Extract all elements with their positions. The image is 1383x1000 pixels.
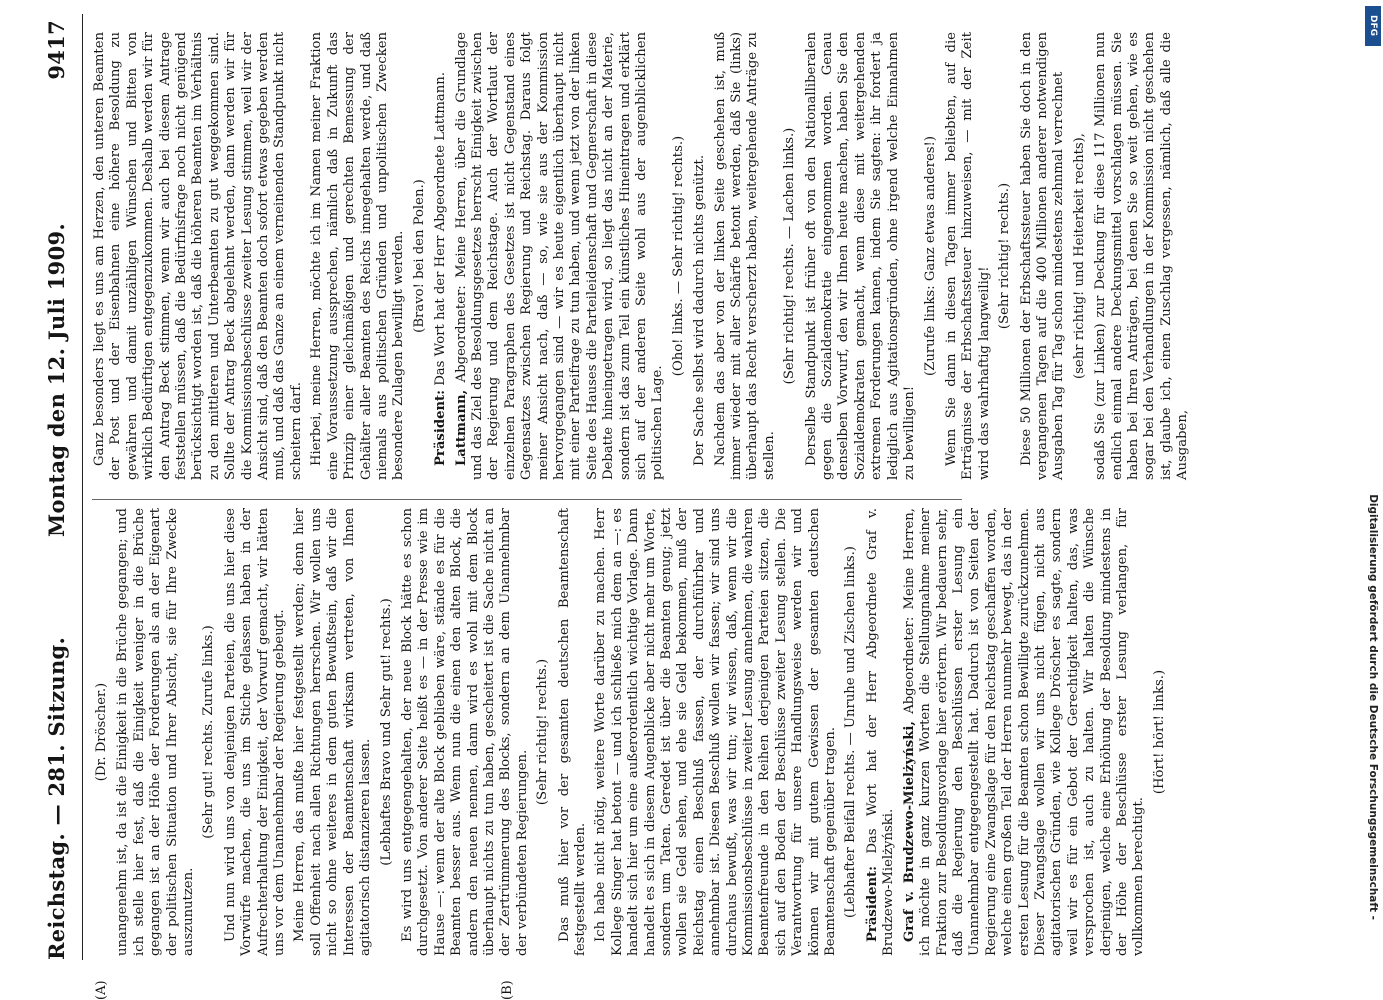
speaker-turn — [865, 508, 898, 956]
right-column — [92, 32, 1196, 480]
paragraph: Diese 50 Millionen der Erbschaftssteuer haben Sie doch in den vergangenen Tagen auf die 400 Millionen anderer notwendigen Ausgaben Tag für Tag schon mindestens zehnmal verrechnet — [1018, 32, 1067, 480]
paragraph: Der Sache selbst wird dadurch nichts genützt. — [692, 154, 708, 466]
interjection: (Zurufe links: Ganz etwas anderes!) — [922, 136, 938, 376]
interjection: (Sehr richtig! rechts.) — [997, 182, 1013, 330]
interjection: (Sehr richtig! rechts.) — [535, 658, 551, 806]
speaker-label: Lattmann, — [453, 389, 469, 466]
document-page — [30, 0, 1340, 1000]
paragraph: unangenehm ist, da ist die Einigkeit in die Brüche gegangen; und ich stelle hier fest, daß die Einigkeit weniger in die Brüche gegangen ist an der Höhe der Forderungen als an der Eigenart der politischen Situation und Ihrer Absicht, sie für Ihre Zwecke auszunutzen. — [115, 508, 197, 956]
paragraph: Das muß hier vor der gesamten deutschen Beamtenschaft festgestellt werden. — [556, 508, 588, 956]
paragraph: Nachdem das aber von der linken Seite geschehen ist, muß immer wieder mit aller Schärfe betont werden, daß Sie (links) überhaupt das Recht verscherzt haben, weitergehende Anträge zu stellen. — [712, 32, 777, 480]
credit-text: Digitalisierung gefördert durch die Deutsche Forschungsgemeinschaft - — [1367, 494, 1379, 920]
paragraph: Ich habe nicht nötig, weitere Worte darüber zu machen. Herr Kollege Singer hat betont — und ich schließe mich dem an —: es handelt sich hier um eine außerordentlich wichtige Vorlage. Dann handelt es sich in diesem Augenblicke aber nicht mehr um Worte, sondern um Taten. Geredet ist über die Beamten genug; jetzt wollen sie Geld sehen, und ehe sie Geld bekommen, muß der Reichstag einen Beschluß fassen, der durchführbar und annehmbar ist. Diesen Beschluß wollen wir fassen; wir sind uns durchaus bewußt, was wir tun; wir wissen, daß, wenn wir die Kommissionsbeschlüsse in zweiter Lesung annehmen, die wahren Beamtenfreunde in den Reihen derjenigen Parteien sitzen, die sich auf den Boden der Beschlüsse zweiter Lesung stellen. Die Verantwortung für unsere Handlungsweise werden wir und können wir mit gutem Gewissen der gesamten deutschen Beamtenschaft gegenüber tragen. — [593, 508, 839, 956]
paragraph: Das Wort hat der Herr Abgeordnete Graf v. Brudzewo-Mielżyński. — [864, 508, 897, 956]
interjection: (sehr richtig! und Heiterkeit rechts), — [1071, 133, 1087, 380]
paragraph: Wenn Sie dann in diesen Tagen immer beliebten, auf die Erträgnisse der Erbschaftssteuer hinzuweisen, — mit der Zeit wird das wahrhaftig langweilig! — [943, 32, 992, 480]
dfg-logo: DFG — [1365, 6, 1381, 46]
paragraph: Derselbe Standpunkt ist früher oft von den Nationalliberalen gegen die Sozialdemokratie eingenommen worden. Genau denselben Vorwurf, den wir Ihnen heute machen, haben Sie den Sozialdemokraten gemacht, wenn diese mit weitergehenden extremen Forderungen kamen, indem Sie sagten: ihr fordert ja lediglich aus Agitationsgründen, ohne irgend welche Einnahmen zu bewilligen! — [803, 32, 918, 480]
speaker-turn — [902, 508, 1148, 956]
left-column — [92, 508, 1173, 956]
paragraph: Abgeordneter: Meine Herren, über die Grundlage und das Ziel des Besoldungsgesetzes herrscht Einigkeit zwischen der Regierung und dem Reichstage. Auch der Wortlaut der einzelnen Paragraphen des Gesetzes ist nicht Gegenstand eines Gegensatzes zwischen Regierung und Reichstag. Daraus folgt meiner Ansicht nach, daß — so, wie sie aus der Kommission hervorgegangen sind — wir es heute eigentlich überhaupt nicht mit einer Parteifrage zu tun haben, und wenn jetzt von der linken Seite des Hauses die Parteileidenschaft und Gegnerschaft in diese Debatte hineingetragen wird, so liegt das nicht an der Materie, sondern ist das zum Teil ein künstliches Hineintragen und erklärt sich auf der anderen Seite wohl aus der augenblicklichen politischen Lage. — [453, 32, 666, 480]
interjection: (Lebhaftes Bravo und Sehr gut! rechts.) — [378, 598, 394, 866]
header-rule — [82, 14, 83, 960]
margin-marker-a: (A) — [94, 980, 109, 1000]
paragraph: Hierbei, meine Herren, möchte ich im Namen meiner Fraktion eine Voraussetzung aussprechen, nämlich daß in Zukunft das Prinzip einer gleichmäßigen und gerechten Bemessung der Gehälter aller Beamten des Reichs innegehalten werde, und daß niemals aus politischen Gründen und unpolitischen Zwecken besondere Zulagen bewilligt werden. — [309, 32, 407, 480]
speaker-label: Präsident: — [864, 865, 880, 942]
interjection: (Sehr gut! rechts. Zurufe links.) — [201, 625, 217, 839]
interjection: (Sehr richtig! rechts. — Lachen links.) — [782, 127, 798, 385]
digitization-credit — [1363, 0, 1383, 1000]
interjection: (Oho! links. — Sehr richtig! rechts.) — [670, 135, 686, 377]
page-number: 9417 — [43, 20, 69, 80]
paragraph: Das Wort hat der Herr Abgeordnete Lattmann. — [433, 72, 449, 386]
speaker-turn — [433, 32, 449, 480]
paragraph: sodaß Sie (zur Linken) zur Deckung für diese 117 Millionen nun endlich einmal andere Deckungsmittel vorschlagen müssen. Sie haben bei Ihren Anträgen, bei denen Sie so weit gehen, wie es sogar bei den Verhandlungen in der Kommission nicht geschehen ist, glaube ich, einen Zuschlag vergessen, nämlich, daß alle die Ausgaben, — [1093, 32, 1191, 480]
interjection: (Bravo! bei den Polen.) — [411, 179, 427, 333]
paragraph: Meine Herren, das mußte hier festgestellt werden; denn hier soll Offenheit nach allen Richtungen herrschen. Wir wollen uns nicht so ohne weiteres in dem guten Bewußtsein, daß wir die Interessen der Beamtenschaft wirksam vertreten, von Ihnen agitatorisch distanzieren lassen. — [292, 508, 374, 956]
margin-marker-b: (B) — [500, 980, 515, 1000]
speaker-continuation: (Dr. Dröscher.) — [94, 682, 109, 782]
speaker-turn — [454, 32, 667, 480]
header-date: Montag den 12. Juli 1909. — [43, 222, 69, 537]
paragraph: Ganz besonders liegt es uns am Herzen, den unteren Beamten der Post und der Eisenbahnen eine höhere Besoldung zu gewähren und damit unzähligen Wünschen und Bitten von wirklich Bedürftigen entgegenzukommen. Deshalb werden wir für den Antrag Beck stimmen, wenn wir auch bei diesem Antrage feststellen müssen, daß die Bedürfnisfrage noch nicht genügend berücksichtigt worden ist, daß die höheren Beamten im Verhältnis zu den mittleren und Unterbeamten zu gut weggekommen sind. Sollte der Antrag Beck abgelehnt werden, dann werden wir für die Kommissionsbeschlüsse zweiter Lesung stimmen, weil wir der Ansicht sind, daß den Beamten doch sofort etwas gegeben werden muß, und daß das Ganze an einem verneinenden Standpunkt nicht scheitern darf. — [92, 32, 304, 480]
running-head — [30, 20, 82, 960]
speaker-label: Graf v. Brudzewo-Mielżyński, — [901, 721, 917, 942]
header-session: Reichstag. — 281. Sitzung. — [43, 636, 69, 960]
paragraph: Und nun wird uns von denjenigen Parteien, die uns hier diese Vorwürfe machen, die uns im Stiche gelassen haben in der Aufrechterhaltung der Einigkeit, der Vorwurf gemacht, wir hätten uns vor dem Unannehmbar der Regierung gebeugt. — [222, 508, 288, 956]
column-divider — [92, 499, 962, 500]
interjection: (Hört! hört! links.) — [1151, 669, 1167, 795]
interjection: (Lebhafter Beifall rechts. — Unruhe und Zischen links.) — [843, 546, 859, 918]
paragraph: Es wird uns entgegengehalten, der neue Block hätte es schon durchgesetzt. Von anderer Seite heißt es — in der Presse wie im Hause —: wenn der alte Block geblieben wäre, stände es für die Beamten besser aus. Wenn nun die einen den alten Block, die andern den neuen nennen, dann wird es wohl mit dem Block überhaupt nichts zu tun haben, gescheitert ist die Sache nicht an der Zertrümmerung des Blocks, sondern an dem Unannehmbar der verbündeten Regierungen. — [399, 508, 530, 956]
speaker-label: Präsident: — [433, 389, 449, 466]
paragraph: Abgeordneter: Meine Herren, ich möchte in ganz kurzen Worten die Stellungnahme meiner Fraktion zur Besoldungsvorlage hier erörtern. Wir bedauern sehr, daß die Regierung den Beschlüssen erster Lesung ein Unannehmbar entgegengestellt hat. Dadurch ist von Seiten der Regierung eine Zwangslage für den Reichstag geschaffen worden, welche einen großen Teil der Herren nunmehr bewegt, das in der ersten Lesung für die Beamten schon Bewilligte zurückzunehmen. Dieser Zwangslage wollen wir uns nicht fügen, nicht aus agitatorischen Gründen, wie Kollege Dröscher es sagte, sondern weil wir es für ein Gebot der Gerechtigkeit halten, das, was versprochen ist, auch zu halten. Wir halten die Wünsche derjenigen, welche eine Erhöhung der Besoldung mindestens in der Höhe der Beschlüsse erster Lesung verlangen, für vollkommen berechtigt. — [901, 508, 1147, 956]
